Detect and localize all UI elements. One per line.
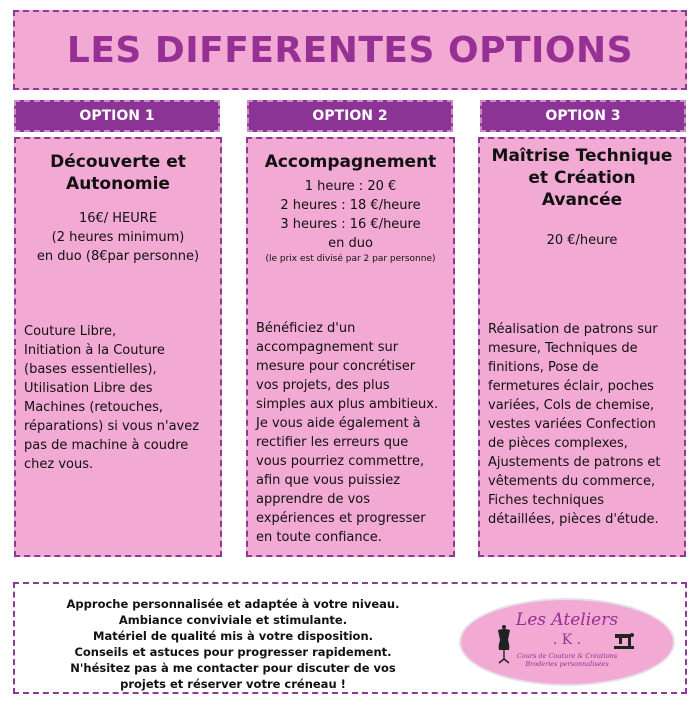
- option-2-price: [248, 177, 453, 265]
- desc-line: vous pourriez commettre,: [256, 454, 425, 469]
- option-1-card: [14, 137, 222, 557]
- desc-line: (bases essentielles),: [24, 362, 157, 377]
- desc-line: Initiation à la Couture: [24, 343, 165, 358]
- title-banner: [13, 10, 687, 90]
- price-line: en duo (8€par personne): [36, 249, 200, 264]
- desc-line: apprendre de vos: [256, 492, 371, 507]
- desc-line: Je vous aide également à: [256, 416, 421, 431]
- price-line: 3 heures : 16 €/heure: [280, 217, 421, 232]
- price-note: (le prix est divisé par 2 par personne): [265, 254, 436, 264]
- option-1-description: [24, 322, 214, 474]
- heading-line: Autonomie: [66, 174, 170, 194]
- option-2-heading: [248, 139, 453, 173]
- option-2-label: OPTION 2: [312, 108, 388, 124]
- option-1-heading: [16, 139, 220, 195]
- desc-line: expériences et progresser: [256, 511, 426, 526]
- ateliers-k-logo: [459, 598, 675, 686]
- logo-subtitle: [461, 652, 673, 668]
- desc-line: accompagnement sur: [256, 340, 399, 355]
- desc-line: vos projets, des plus: [256, 378, 390, 393]
- option-3-description: [488, 320, 678, 529]
- desc-line: Bénéficiez d'un: [256, 321, 356, 336]
- heading-line: Maîtrise Technique: [491, 146, 673, 166]
- desc-line: réparations) si vous n'avez: [24, 419, 200, 434]
- benefit-line: Matériel de qualité mis à votre disposition.: [93, 629, 373, 643]
- price-line: en duo: [328, 236, 373, 251]
- desc-line: finitions, Pose de: [488, 360, 599, 375]
- desc-line: Couture Libre,: [24, 324, 117, 339]
- desc-line: de pièces complexes,: [488, 436, 628, 451]
- desc-line: rectifier les erreurs que: [256, 435, 409, 450]
- heading-line: Découverte et: [50, 152, 186, 172]
- option-1-header: [14, 100, 220, 132]
- desc-line: en toute confiance.: [256, 530, 382, 545]
- heading-line: Accompagnement: [264, 152, 437, 172]
- desc-line: Fiches techniques: [488, 493, 605, 508]
- sewing-machine-icon: [613, 630, 635, 652]
- price-line: 2 heures : 18 €/heure: [280, 198, 421, 213]
- price-line: 1 heure : 20 €: [304, 179, 397, 194]
- option-3-price: [480, 231, 684, 250]
- heading-line: Avancée: [541, 190, 623, 210]
- price-line: 20 €/heure: [546, 233, 618, 248]
- logo-k: . K .: [552, 632, 582, 648]
- option-1-price: [16, 209, 220, 266]
- option-2-card: [246, 137, 455, 557]
- desc-line: pas de machine à coudre: [24, 438, 189, 453]
- desc-line: Utilisation Libre des: [24, 381, 153, 396]
- logo-subtitle-line: Cours de Couture & Créations: [516, 652, 618, 660]
- desc-line: détaillées, pièces d'étude.: [488, 512, 659, 527]
- price-line: 16€/ HEURE: [78, 211, 158, 226]
- benefits-box: [13, 582, 687, 694]
- option-2-description: [256, 319, 447, 547]
- option-3-heading: [480, 139, 684, 211]
- desc-line: fermetures éclair, poches: [488, 379, 654, 394]
- benefit-line: Approche personnalisée et adaptée à votre niveau.: [66, 597, 400, 611]
- desc-line: afin que vous puissiez: [256, 473, 401, 488]
- logo-subtitle-line: Broderies personnalisées: [525, 660, 609, 668]
- desc-line: mesure pour concrétiser: [256, 359, 416, 374]
- logo-title: Les Ateliers: [515, 610, 619, 630]
- option-3-card: [478, 137, 686, 557]
- desc-line: vêtements du commerce,: [488, 474, 656, 489]
- desc-line: Machines (retouches,: [24, 400, 164, 415]
- benefit-line: projets et réserver votre créneau !: [120, 677, 346, 691]
- option-1-label: OPTION 1: [79, 108, 155, 124]
- heading-line: et Création: [528, 168, 636, 188]
- desc-line: Réalisation de patrons sur: [488, 322, 658, 337]
- option-3-label: OPTION 3: [545, 108, 621, 124]
- price-line: (2 heures minimum): [51, 230, 185, 245]
- dress-form-icon: [495, 624, 513, 664]
- desc-line: mesure, Techniques de: [488, 341, 638, 356]
- desc-line: variées, Cols de chemise,: [488, 398, 655, 413]
- option-3-header: [480, 100, 686, 132]
- desc-line: chez vous.: [24, 457, 94, 472]
- benefit-line: Ambiance conviviale et stimulante.: [118, 613, 348, 627]
- page-title: LES DIFFERENTES OPTIONS: [66, 29, 634, 71]
- benefit-line: Conseils et astuces pour progresser rapidement.: [74, 645, 392, 659]
- desc-line: vestes variées Confection: [488, 417, 656, 432]
- desc-line: simples aux plus ambitieux.: [256, 397, 439, 412]
- benefits-text: [33, 596, 433, 692]
- benefit-line: N'hésitez pas à me contacter pour discuter de vos: [70, 661, 396, 675]
- option-2-header: [247, 100, 453, 132]
- desc-line: Ajustements de patrons et: [488, 455, 661, 470]
